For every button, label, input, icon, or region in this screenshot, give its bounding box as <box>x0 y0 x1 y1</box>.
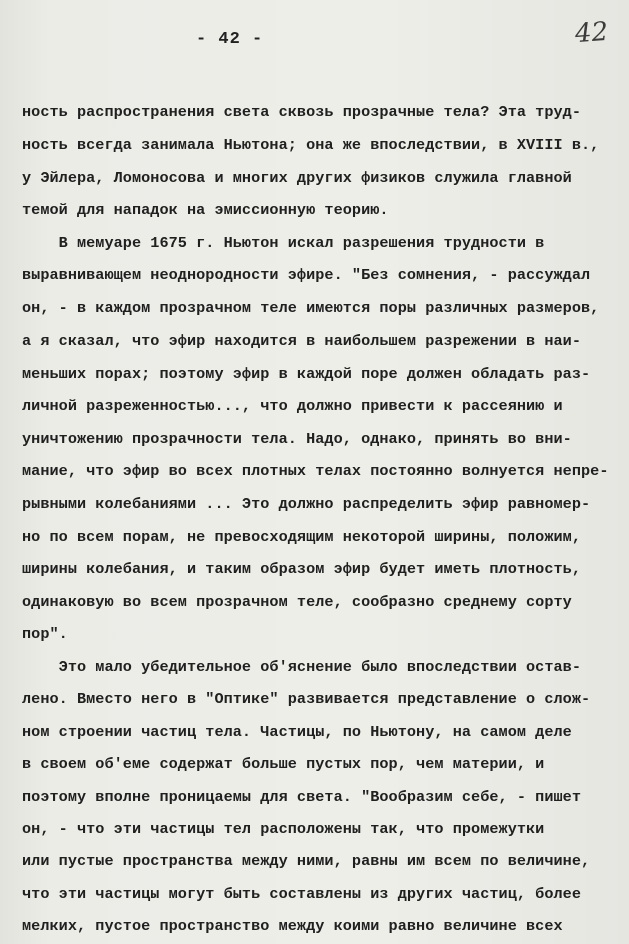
text-line: ширины колебания, и таким образом эфир будет иметь плотность, <box>22 560 582 578</box>
handwritten-page-number: 42 <box>573 16 610 50</box>
text-line: он, - в каждом прозрачном теле имеются поры различных размеров, <box>22 299 600 317</box>
text-line: ность распространения света сквозь прозрачные тела? Эта труд- <box>22 103 582 121</box>
text-line: темой для нападок на эмиссионную теорию. <box>22 201 389 219</box>
text-line: он, - что эти частицы тел расположены так, что промежутки <box>22 820 545 838</box>
text-line: рывными колебаниями ... Это должно распределить эфир равномер- <box>22 495 591 513</box>
text-line: одинаковую во всем прозрачном теле, сообразно среднему сорту <box>22 593 572 611</box>
text-line: лено. Вместо него в "Оптике" развивается представление о слож- <box>22 690 591 708</box>
text-line: поэтому вполне проницаемы для света. "Вообразим себе, - пишет <box>22 788 582 806</box>
text-line: но по всем порам, не превосходящим некоторой ширины, положим, <box>22 528 582 546</box>
text-line: ном строении частиц тела. Частицы, по Ньютону, на самом деле <box>22 723 572 741</box>
page-number: - 42 - <box>196 30 264 49</box>
text-line: Это мало убедительное об'яснение было впоследствии остав- <box>22 658 582 676</box>
text-line: у Эйлера, Ломоносова и многих других физиков служила главной <box>22 169 572 187</box>
text-line: В мемуаре 1675 г. Ньютон искал разрешения трудности в <box>22 234 545 252</box>
text-line: личной разреженностью..., что должно привести к рассеянию и <box>22 397 563 415</box>
text-line: выравнивающем неоднородности эфире. "Без сомнения, - рассуждал <box>22 266 591 284</box>
text-line: что эти частицы могут быть составлены из других частиц, более <box>22 885 582 903</box>
text-line: меньших порах; поэтому эфир в каждой поре должен обладать раз- <box>22 365 591 383</box>
text-line: а я сказал, что эфир находится в наибольшем разрежении в наи- <box>22 332 582 350</box>
text-line: мание, что эфир во всех плотных телах постоянно волнуется непре- <box>22 462 609 480</box>
text-line: ность всегда занимала Ньютона; она же впоследствии, в XVIII в., <box>22 136 600 154</box>
text-line: в своем об'еме содержат больше пустых пор, чем материи, и <box>22 755 545 773</box>
text-line: уничтожению прозрачности тела. Надо, однако, принять во вни- <box>22 430 572 448</box>
text-line: пор". <box>22 625 68 643</box>
text-line: мелких, пустое пространство между коими равно величине всех <box>22 917 563 935</box>
text-line: или пустые пространства между ними, равны им всем по величине, <box>22 852 591 870</box>
